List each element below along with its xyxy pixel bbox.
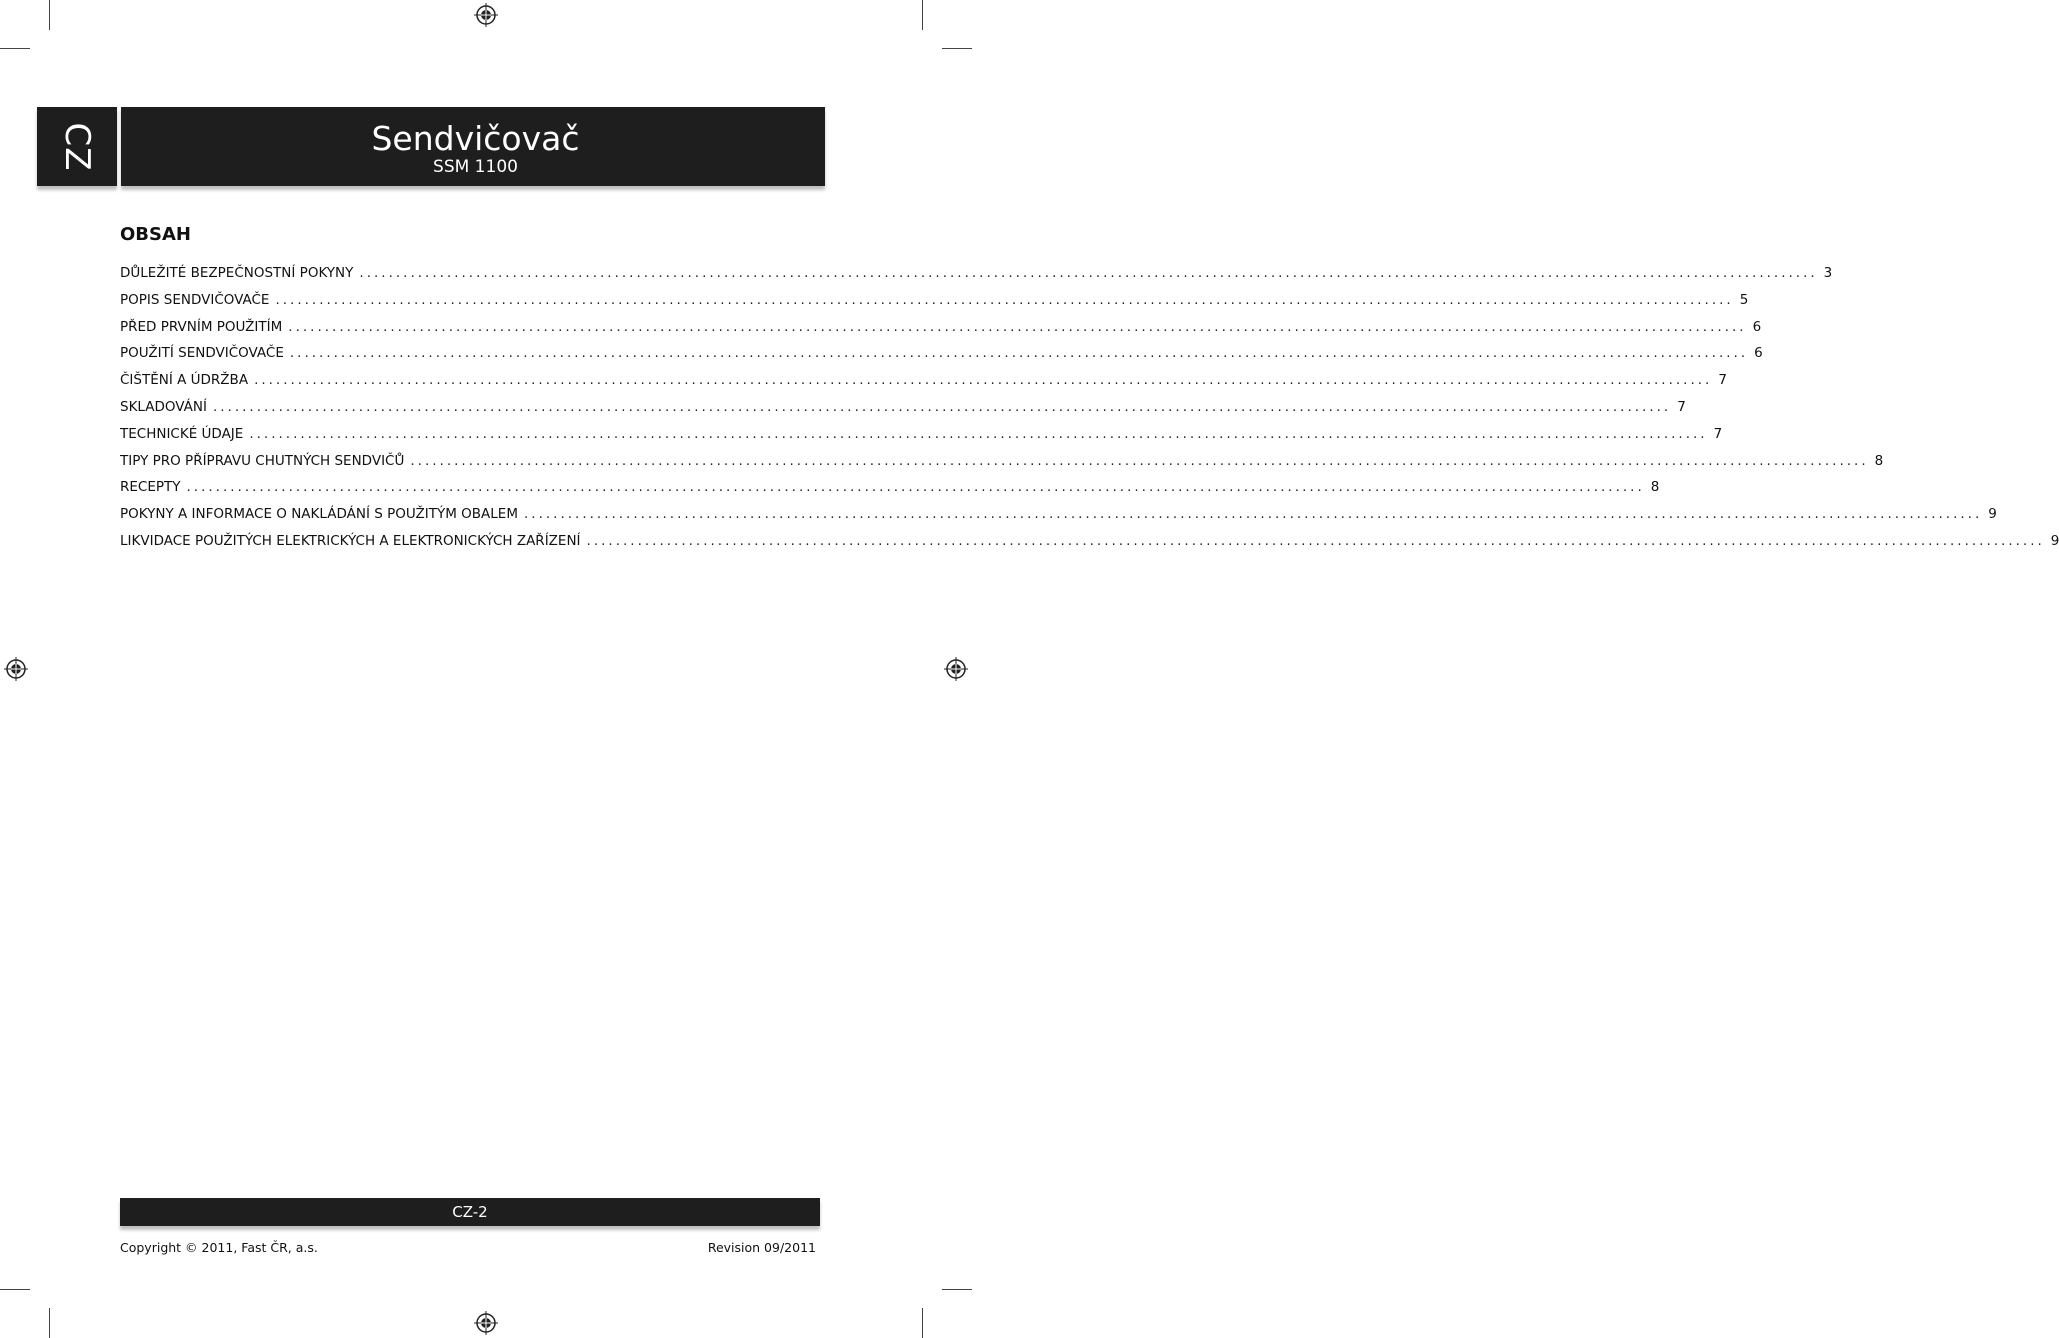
toc-leader-dots: ........................................................................................................................................................................................................: [254, 372, 1713, 389]
toc-entry[interactable]: [120, 532, 2059, 560]
toc-entry-page: 7: [1713, 425, 1723, 442]
crop-mark: [49, 0, 50, 30]
table-of-contents: [120, 265, 2059, 560]
toc-entry[interactable]: [120, 345, 1763, 372]
page-number: CZ-2: [452, 1203, 488, 1221]
toc-entry-page: 5: [1739, 291, 1749, 308]
toc-entry-label: POUŽITÍ SENDVIČOVAČE: [120, 345, 284, 362]
toc-entry[interactable]: [120, 398, 1686, 426]
toc-entry-page: 9: [2050, 532, 2059, 549]
toc-entry-label: ČIŠTĚNÍ A ÚDRŽBA: [120, 372, 249, 389]
toc-entry[interactable]: [120, 265, 1833, 292]
crop-mark: [942, 1289, 972, 1290]
crop-mark: [942, 48, 972, 49]
toc-entry-page: 6: [1752, 318, 1762, 335]
toc-entry-label: PŘED PRVNÍM POUŽITÍM: [120, 318, 283, 335]
toc-heading: OBSAH: [120, 224, 191, 245]
toc-entry[interactable]: [120, 506, 1997, 533]
toc-entry-label: SKLADOVÁNÍ: [120, 398, 207, 415]
language-code: CZ: [57, 121, 97, 172]
model-number: SSM 1100: [433, 157, 518, 177]
crop-mark: [922, 0, 923, 30]
registration-mark-icon: [474, 1311, 498, 1335]
toc-leader-dots: ........................................................................................................................................................................................................: [523, 506, 1983, 523]
title-banner: [121, 107, 825, 186]
toc-entry-page: 8: [1874, 452, 1884, 469]
toc-leader-dots: ........................................................................................................................................................................................................: [359, 265, 1818, 281]
crop-mark: [0, 1289, 30, 1290]
toc-leader-dots: ........................................................................................................................................................................................................: [586, 532, 2045, 549]
toc-entry-page: 8: [1650, 479, 1660, 496]
toc-entry-page: 9: [1988, 506, 1997, 523]
toc-entry-label: DŮLEŽITÉ BEZPEČNOSTNÍ POKYNY: [120, 265, 354, 281]
toc-entry[interactable]: [120, 479, 1660, 506]
crop-mark: [49, 1308, 50, 1338]
toc-entry[interactable]: [120, 372, 1727, 399]
toc-entry-page: 6: [1754, 345, 1763, 362]
toc-entry-page: 7: [1677, 398, 1686, 415]
toc-leader-dots: ........................................................................................................................................................................................................: [275, 291, 1734, 308]
toc-entry[interactable]: [120, 425, 1723, 453]
toc-entry[interactable]: [120, 318, 1762, 346]
registration-mark-icon: [474, 3, 498, 27]
toc-leader-dots: ........................................................................................................................................................................................................: [410, 452, 1869, 469]
toc-entry-page: 7: [1718, 372, 1727, 389]
toc-entry-label: LIKVIDACE POUŽITÝCH ELEKTRICKÝCH A ELEKTRONICKÝCH ZAŘÍZENÍ: [120, 532, 581, 549]
toc-leader-dots: ........................................................................................................................................................................................................: [212, 398, 1672, 415]
document-title: Sendvičovač: [371, 119, 580, 158]
toc-leader-dots: ........................................................................................................................................................................................................: [249, 425, 1708, 442]
toc-entry-label: TIPY PRO PŘÍPRAVU CHUTNÝCH SENDVIČŮ: [120, 452, 405, 469]
toc-entry-label: RECEPTY: [120, 479, 181, 496]
revision-info: Revision 09/2011: [707, 1240, 816, 1255]
toc-entry-label: POKYNY A INFORMACE O NAKLÁDÁNÍ S POUŽITÝM OBALEM: [120, 506, 518, 523]
toc-entry[interactable]: [120, 452, 1884, 480]
toc-leader-dots: ........................................................................................................................................................................................................: [186, 479, 1645, 496]
toc-leader-dots: ........................................................................................................................................................................................................: [288, 318, 1747, 335]
crop-mark: [0, 48, 30, 49]
footer-banner: [120, 1198, 820, 1226]
language-tab: [37, 107, 117, 186]
crop-mark: [922, 1308, 923, 1338]
toc-entry[interactable]: [120, 291, 1749, 319]
toc-entry-label: POPIS SENDVIČOVAČE: [120, 291, 270, 308]
toc-leader-dots: ........................................................................................................................................................................................................: [289, 345, 1749, 362]
registration-mark-icon: [4, 657, 28, 681]
copyright-notice: Copyright © 2011, Fast ČR, a.s.: [120, 1240, 318, 1255]
toc-entry-page: 3: [1823, 265, 1833, 281]
toc-entry-label: TECHNICKÉ ÚDAJE: [120, 425, 244, 442]
registration-mark-icon: [944, 657, 968, 681]
